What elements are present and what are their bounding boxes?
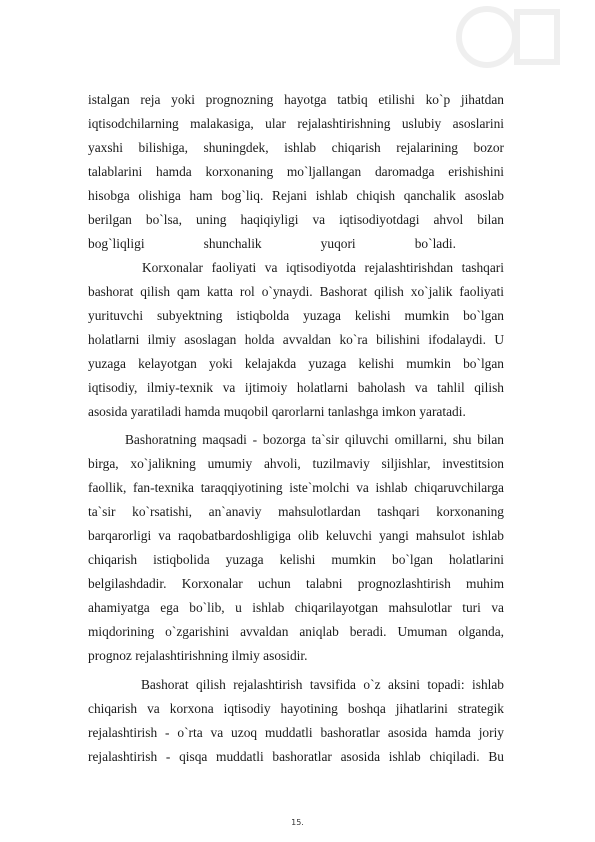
paragraph-4-line-1: Bashorat qilish rejalashtirish tavsifida o`z aksini topadi: ishlab [141,677,504,692]
paragraph-3-line-9: miqdorining o`zgarishini avvaldan aniqlab beradi. Umuman olganda, [88,624,504,639]
paragraph-3-line-6: chiqarish istiqbolida yuzaga kelishi mumkin bo`lgan holatlarini [88,552,504,567]
paragraph-1-line-1: istalgan reja yoki prognozning hayotga tatbiq etilishi ko`p jihatdan [88,92,504,107]
paragraph-3-line-7: belgilashdadir. Korxonalar uchun talabni prognozlashtirish muhim [88,576,504,591]
paragraph-1-line-4: talablarini hamda korxonaning mo`ljallangan daromadga erishishini [88,164,504,179]
paragraph-1-line-3: yaxshi bilishiga, shuningdek, ishlab chiqarish rejalarining bozor [88,140,504,155]
paragraph-4-line-2: chiqarish va korxona iqtisodiy hayotining boshqa jihatlarini strategik [88,701,504,716]
watermark-logo-icon [447,2,567,72]
paragraph-3-line-2: birga, xo`jalikning umumiy ahvoli, tuzilmaviy siljishlar, investitsion [88,456,504,471]
paragraph-2-line-1: Korxonalar faoliyati va iqtisodiyotda rejalashtirishdan tashqari [142,260,504,275]
paragraph-3-line-4: ta`sir ko`rsatishi, an`anaviy mahsulotlardan tashqari korxonaning [88,504,504,519]
paragraph-2-line-5: yuzaga kelayotgan yoki kelajakda yuzaga kelishi mumkin bo`lgan [88,356,504,371]
paragraph-3-line-3: faollik, fan-texnika taraqqiyotining iste`molchi va ishlab chiqaruvchilarga [88,480,504,495]
paragraph-2-line-7: asosida yaratiladi hamda muqobil qarorlarni tanlashga imkon yaratadi. [88,404,466,419]
paragraph-1-line-7: bog`liqligi shunchalik yuqori bo`ladi. [88,236,456,251]
paragraph-1-line-5: hisobga olishiga ham bog`liq. Rejani ishlab chiqish qanchalik asoslab [88,188,504,203]
paragraph-3-line-10: prognoz rejalashtirishning ilmiy asosidir. [88,648,308,663]
paragraph-1-line-2: iqtisodchilarning malakasiga, ular rejalashtirishning uslubiy asoslarini [88,116,504,131]
page-number: 15. [291,818,304,827]
paragraph-3-line-5: barqarorligi va raqobatbardoshligiga olib keluvchi yangi mahsulot ishlab [88,528,504,543]
paragraph-3-line-1: Bashoratning maqsadi - bozorga ta`sir qiluvchi omillarni, shu bilan [125,432,504,447]
paragraph-4-line-3: rejalashtirish - o`rta va uzoq muddatli bashoratlar asosida hamda joriy [88,725,504,740]
paragraph-2-line-2: bashorat qilish qam katta rol o`ynaydi. Bashorat qilish xo`jalik faoliyati [88,284,504,299]
paragraph-4-line-4: rejalashtirish - qisqa muddatli bashoratlar asosida ishlab chiqiladi. Bu [88,749,504,764]
paragraph-2-line-3: yurituvchi subyektning istiqbolda yuzaga kelishi mumkin bo`lgan [88,308,504,323]
paragraph-2-line-4: holatlarni ilmiy asoslagan holda avvaldan ko`ra bilishini ifodalaydi. U [88,332,504,347]
paragraph-3-line-8: ahamiyatga ega bo`lib, u ishlab chiqarilayotgan mahsulotlar turi va [88,600,504,615]
paragraph-2-line-6: iqtisodiy, ilmiy-texnik va ijtimoiy holatlarni baholash va tahlil qilish [88,380,504,395]
paragraph-1-line-6: berilgan bo`lsa, uning haqiqiyligi va iqtisodiyotdagi ahvol bilan [88,212,504,227]
